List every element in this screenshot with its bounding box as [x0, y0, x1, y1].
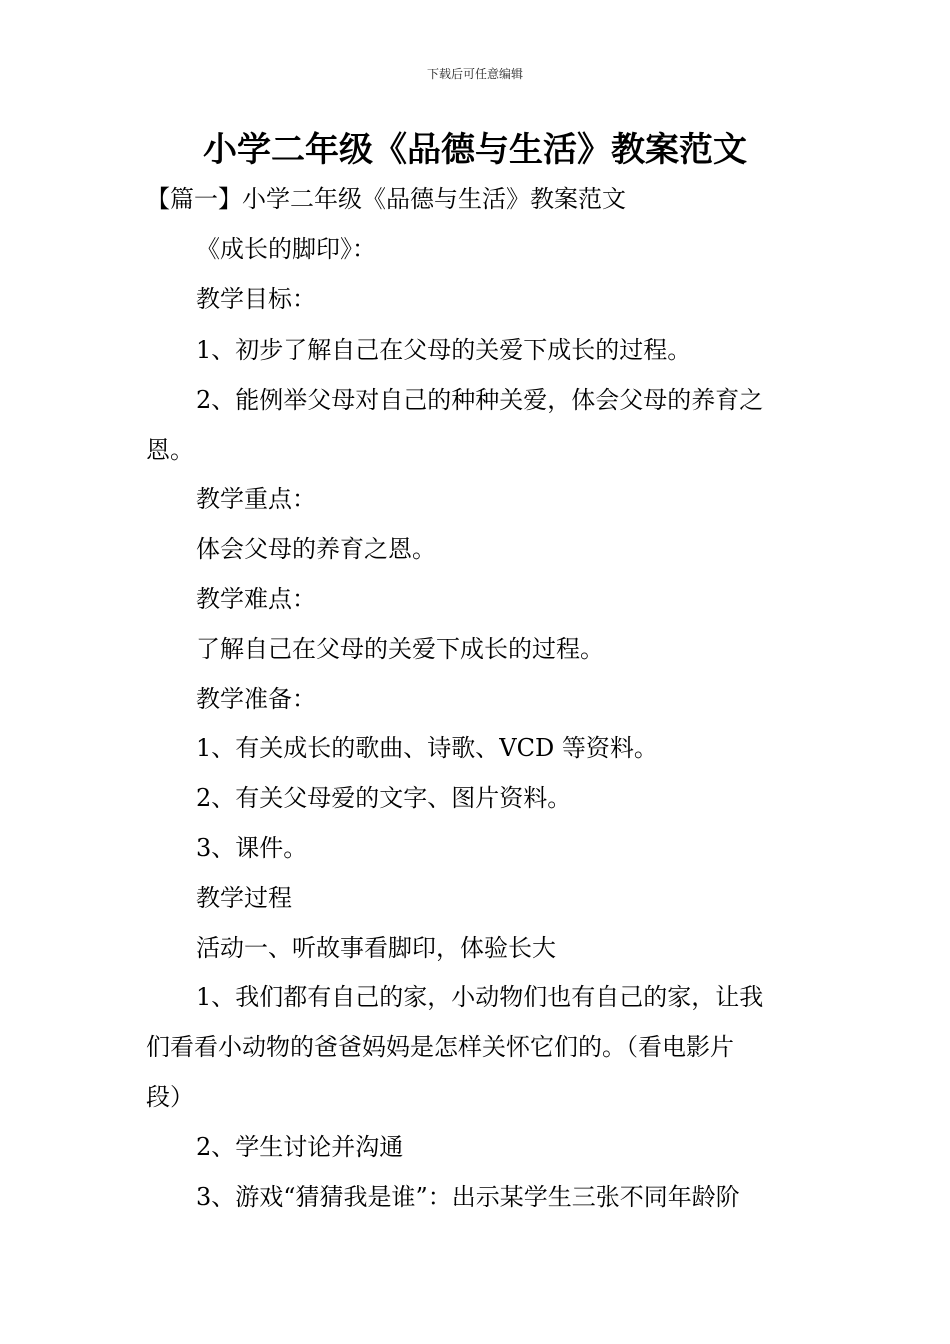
process-heading: 教学过程	[196, 884, 292, 912]
activity-step-1: 1、我们都有自己的家，小动物们也有自己的家，让我	[196, 983, 764, 1011]
activity-step-3: 3、游戏“猜猜我是谁”：出示某学生三张不同年龄阶	[196, 1183, 740, 1211]
preparation-item-3: 3、课件。	[196, 834, 308, 862]
activity-step-2: 2、学生讨论并沟通	[196, 1133, 404, 1161]
key-point-text: 体会父母的养育之恩。	[196, 535, 436, 563]
difficulty-heading: 教学难点：	[196, 585, 316, 613]
goals-heading: 教学目标：	[196, 285, 316, 313]
difficulty-text: 了解自己在父母的关爱下成长的过程。	[196, 635, 604, 663]
activity-1-heading: 活动一、听故事看脚印，体验长大	[196, 934, 556, 962]
activity-step-1-continued: 们看看小动物的爸爸妈妈是怎样关怀它们的。（看电影片	[146, 1033, 734, 1061]
section-heading: 【篇一】小学二年级《品德与生活》教案范文	[146, 185, 626, 213]
key-point-heading: 教学重点：	[196, 485, 316, 513]
preparation-item-2: 2、有关父母爱的文字、图片资料。	[196, 784, 572, 812]
goal-2-continued: 恩。	[146, 436, 194, 464]
document-title: 小学二年级《品德与生活》教案范文	[203, 130, 747, 170]
goal-2: 2、能例举父母对自己的种种关爱，体会父母的养育之	[196, 386, 764, 414]
preparation-heading: 教学准备：	[196, 685, 316, 713]
lesson-title-line: 《成长的脚印》：	[196, 235, 376, 263]
header-note: 下载后可任意编辑	[426, 67, 523, 81]
goal-1: 1、初步了解自己在父母的关爱下成长的过程。	[196, 336, 692, 364]
activity-step-1-end: 段）	[146, 1083, 194, 1111]
preparation-item-1: 1、有关成长的歌曲、诗歌、VCD 等资料。	[196, 734, 658, 762]
